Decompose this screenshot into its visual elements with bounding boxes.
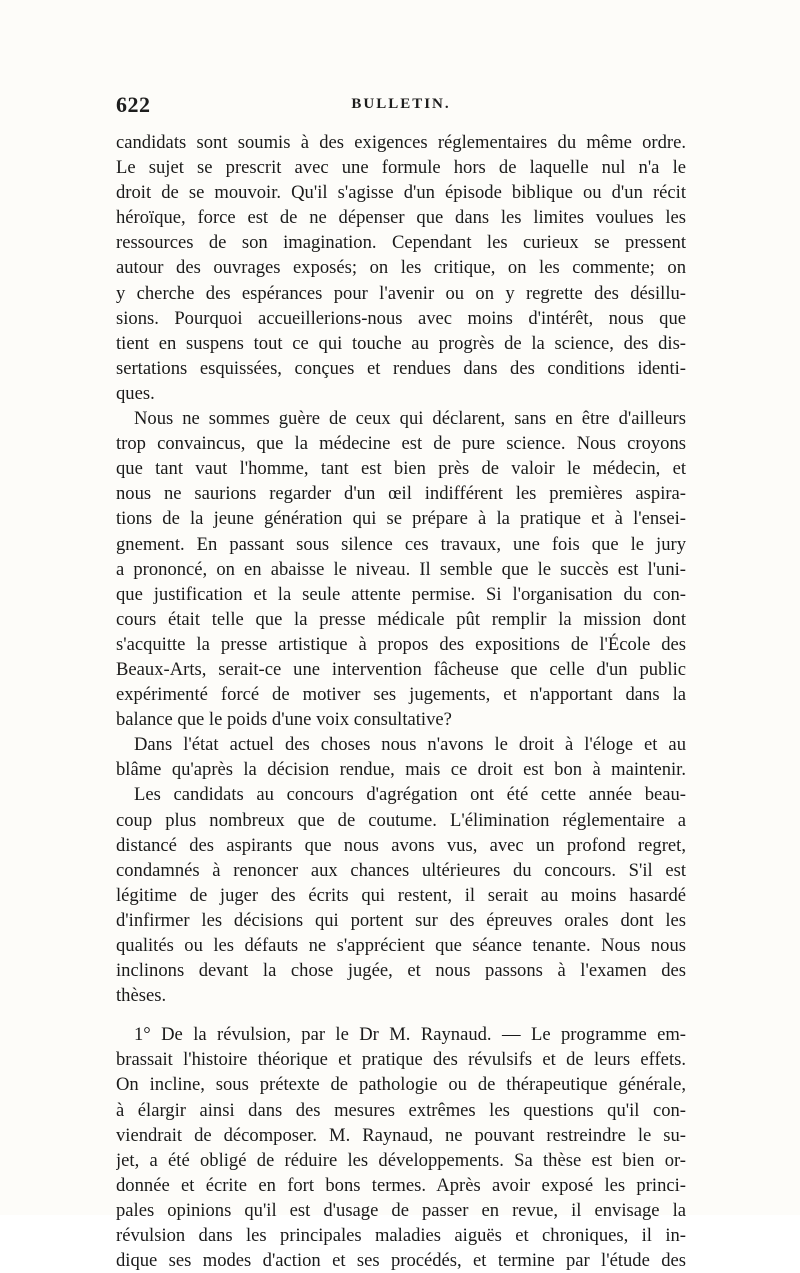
text-line: gnement. En passant sous silence ces travaux, une fois que le jury xyxy=(116,533,686,555)
paragraph xyxy=(116,1022,686,1273)
page-header xyxy=(116,92,686,122)
text-line: sions. Pourquoi accueillerions-nous avec moins d'intérêt, nous que xyxy=(116,307,686,329)
section-spacer xyxy=(116,1008,686,1022)
text-line: Nous ne sommes guère de ceux qui déclarent, sans en être d'ailleurs xyxy=(134,408,686,430)
text-line: d'infirmer les décisions qui portent sur des épreuves orales dont les xyxy=(116,909,686,931)
text-line: condamnés à renoncer aux chances ultérieures du concours. S'il est xyxy=(116,859,686,881)
text-line: Le sujet se prescrit avec une formule hors de laquelle nul n'a le xyxy=(116,157,686,179)
running-head: BULLETIN. xyxy=(351,96,451,112)
text-line: ques. xyxy=(116,382,155,404)
text-line: thèses. xyxy=(116,985,167,1007)
text-line: trop convaincus, que la médecine est de pure science. Nous croyons xyxy=(116,433,686,455)
text-line: pales opinions qu'il est d'usage de passer en revue, il envisage la xyxy=(116,1199,686,1221)
text-line: que tant vaut l'homme, tant est bien près de valoir le médecin, et xyxy=(116,458,686,480)
text-line: Dans l'état actuel des choses nous n'avons le droit à l'éloge et au xyxy=(134,734,686,756)
text-line: brassait l'histoire théorique et pratique des révulsifs et de leurs effets. xyxy=(116,1049,686,1071)
body-text xyxy=(116,130,686,1273)
text-line: candidats sont soumis à des exigences réglementaires du même ordre. xyxy=(116,132,686,153)
text-line: donnée et écrite en fort bons termes. Après avoir exposé les princi- xyxy=(116,1174,686,1196)
paragraph xyxy=(116,732,686,782)
text-line: expérimenté forcé de motiver ses jugements, et n'apportant dans la xyxy=(116,684,686,706)
text-line: distancé des aspirants que nous avons vus, avec un profond regret, xyxy=(116,834,686,856)
text-line: droit de se mouvoir. Qu'il s'agisse d'un épisode biblique ou d'un récit xyxy=(116,182,686,204)
text-line: ressources de son imagination. Cependant les curieux se pressent xyxy=(116,232,686,254)
text-line: viendrait de décomposer. M. Raynaud, ne pouvant restreindre le su- xyxy=(116,1124,686,1146)
text-line: dique ses modes d'action et ses procédés, et termine par l'étude des xyxy=(116,1250,686,1272)
text-line: blâme qu'après la décision rendue, mais ce droit est bon à maintenir. xyxy=(116,759,686,781)
text-line: Les candidats au concours d'agrégation ont été cette année beau- xyxy=(134,784,686,806)
text-line: y cherche des espérances pour l'avenir ou on y regrette des désillu- xyxy=(116,282,686,304)
text-line: sertations esquissées, conçues et rendues dans des conditions identi- xyxy=(116,357,686,379)
text-line: tient en suspens tout ce qui touche au progrès de la science, des dis- xyxy=(116,332,686,354)
text-line: légitime de juger des écrits qui restent, il serait au moins hasardé xyxy=(116,884,686,906)
text-line: On incline, sous prétexte de pathologie ou de thérapeutique générale, xyxy=(116,1074,686,1096)
text-line: nous ne saurions regarder d'un œil indifférent les premières aspira- xyxy=(116,483,686,505)
text-line: révulsion dans les principales maladies aiguës et chroniques, il in- xyxy=(116,1225,686,1247)
text-line: s'acquitte la presse artistique à propos des expositions de l'École des xyxy=(116,633,686,655)
text-line: jet, a été obligé de réduire les développements. Sa thèse est bien or- xyxy=(116,1149,686,1171)
paragraph xyxy=(116,130,686,406)
text-line: balance que le poids d'une voix consultative? xyxy=(116,709,452,731)
text-line: qualités ou les défauts ne s'apprécient que séance tenante. Nous nous xyxy=(116,935,686,956)
text-line: a prononcé, on en abaisse le niveau. Il semble que le succès est l'uni- xyxy=(116,558,686,580)
text-line: coup plus nombreux que de coutume. L'élimination réglementaire a xyxy=(116,809,686,831)
text-line: que justification et la seule attente permise. Si l'organisation du con- xyxy=(116,583,686,605)
text-line: inclinons devant la chose jugée, et nous passons à l'examen des xyxy=(116,960,686,982)
text-line: à élargir ainsi dans des mesures extrêmes les questions qu'il con- xyxy=(116,1099,686,1121)
paragraph xyxy=(116,406,686,732)
text-line: Beaux-Arts, serait-ce une intervention fâcheuse que celle d'un public xyxy=(116,658,686,680)
page-number: 622 xyxy=(116,92,151,117)
text-line: héroïque, force est de ne dépenser que dans les limites voulues les xyxy=(116,207,686,229)
paragraph xyxy=(116,782,686,1008)
text-line: autour des ouvrages exposés; on les critique, on les commente; on xyxy=(116,257,686,279)
text-line: 1° De la révulsion, par le Dr M. Raynaud. — Le programme em- xyxy=(134,1024,686,1046)
text-line: tions de la jeune génération qui se prépare à la pratique et à l'ensei- xyxy=(116,508,686,530)
text-line: cours était telle que la presse médicale pût remplir la mission dont xyxy=(116,608,686,630)
